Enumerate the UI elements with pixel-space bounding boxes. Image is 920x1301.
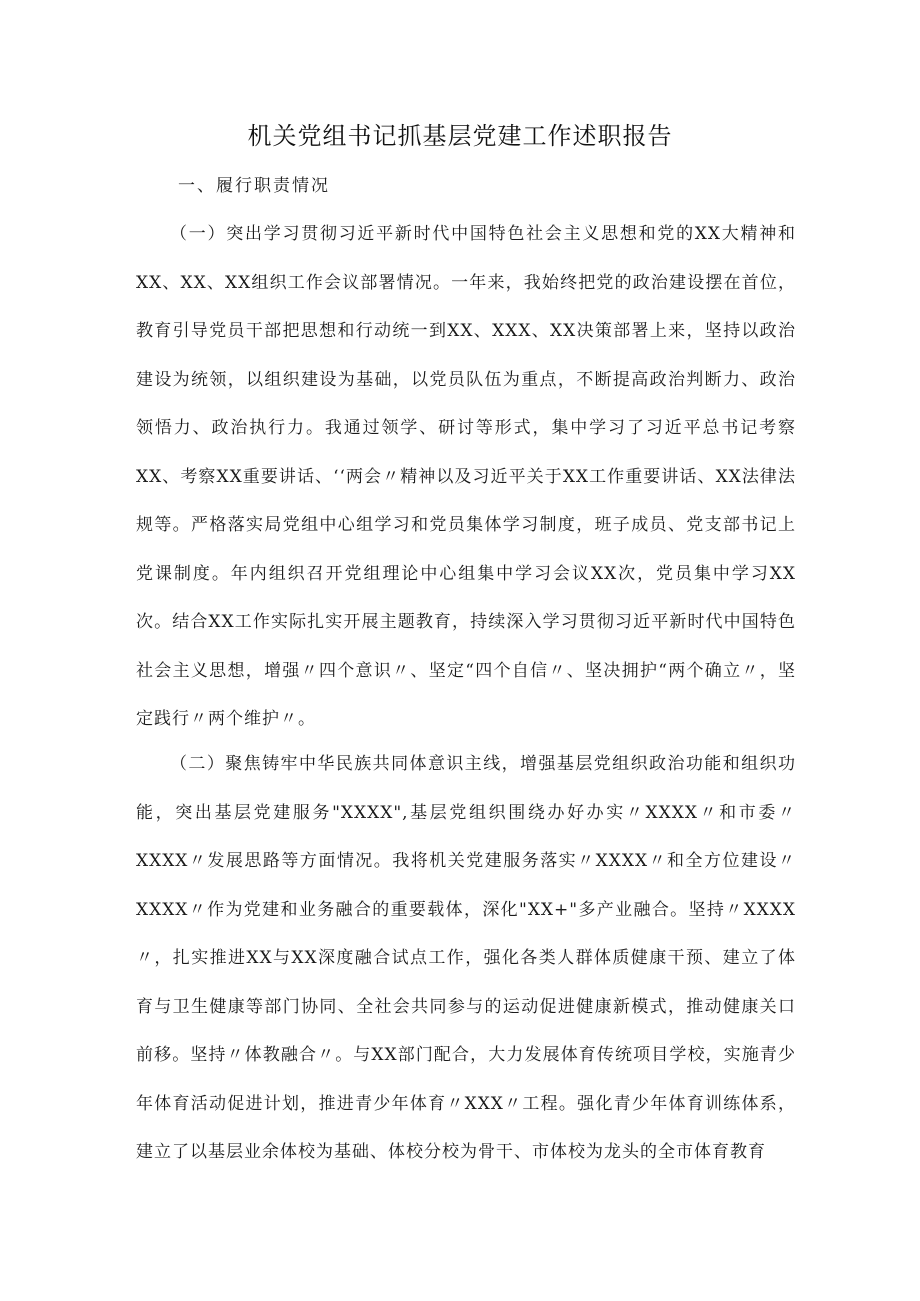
document-title: 机关党组书记抓基层党建工作述职报告 xyxy=(247,122,673,150)
section-heading: 一、履行职责情况 xyxy=(178,176,330,196)
paragraph: （二）聚焦铸牢中华民族共同体意识主线，增强基层党组织政治功能和组织功能，突出基层党建服务"XXXX",基层党组织围绕办好办实〃XXXX〃和市委〃XXXX〃发展思路等方面情况。我将机关党建服务落实〃XXXX〃和全方位建设〃XXXX〃作为党建和业务融合的重要载体，深化"XX+"多产业融合。坚持〃XXXX〃，扎实推进XX与XX深度融合试点工作，强化各类人群体质健康干预、建立了体育与卫生健康等部门协同、全社会共同参与的运动促进健康新模式，推动健康关口前移。坚持〃体教融合〃。与XX部门配合，大力发展体育传统项目学校，实施青少年体育活动促进计划，推进青少年体育〃XXX〃工程。强化青少年体育训练体系，建立了以基层业余体校为基础、体校分校为骨干、市体校为龙头的全市体育教育 xyxy=(136,754,796,1162)
paragraph: （一）突出学习贯彻习近平新时代中国特色社会主义思想和党的XX大精神和XX、XX、XX组织工作会议部署情况。一年来，我始终把党的政治建设摆在首位，教育引导党员干部把思想和行动统一到XX、XXX、XX决策部署上来，坚持以政治建设为统领，以组织建设为基础，以党员队伍为重点，不断提高政治判断力、政治领悟力、政治执行力。我通过领学、研讨等形式，集中学习了习近平总书记考察XX、考察XX重要讲话、‘‘两会〃精神以及习近平关于XX工作重要讲话、XX法律法规等。严格落实局党组中心组学习和党员集体学习制度，班子成员、党支部书记上党课制度。年内组织召开党组理论中心组集中学习会议XX次，党员集中学习XX次。结合XX工作实际扎实开展主题教育，持续深入学习贯彻习近平新时代中国特色社会主义思想，增强〃四个意识〃、坚定“四个自信〃、坚决拥护“两个确立〃，坚定践行〃两个维护〃。 xyxy=(136,224,796,729)
